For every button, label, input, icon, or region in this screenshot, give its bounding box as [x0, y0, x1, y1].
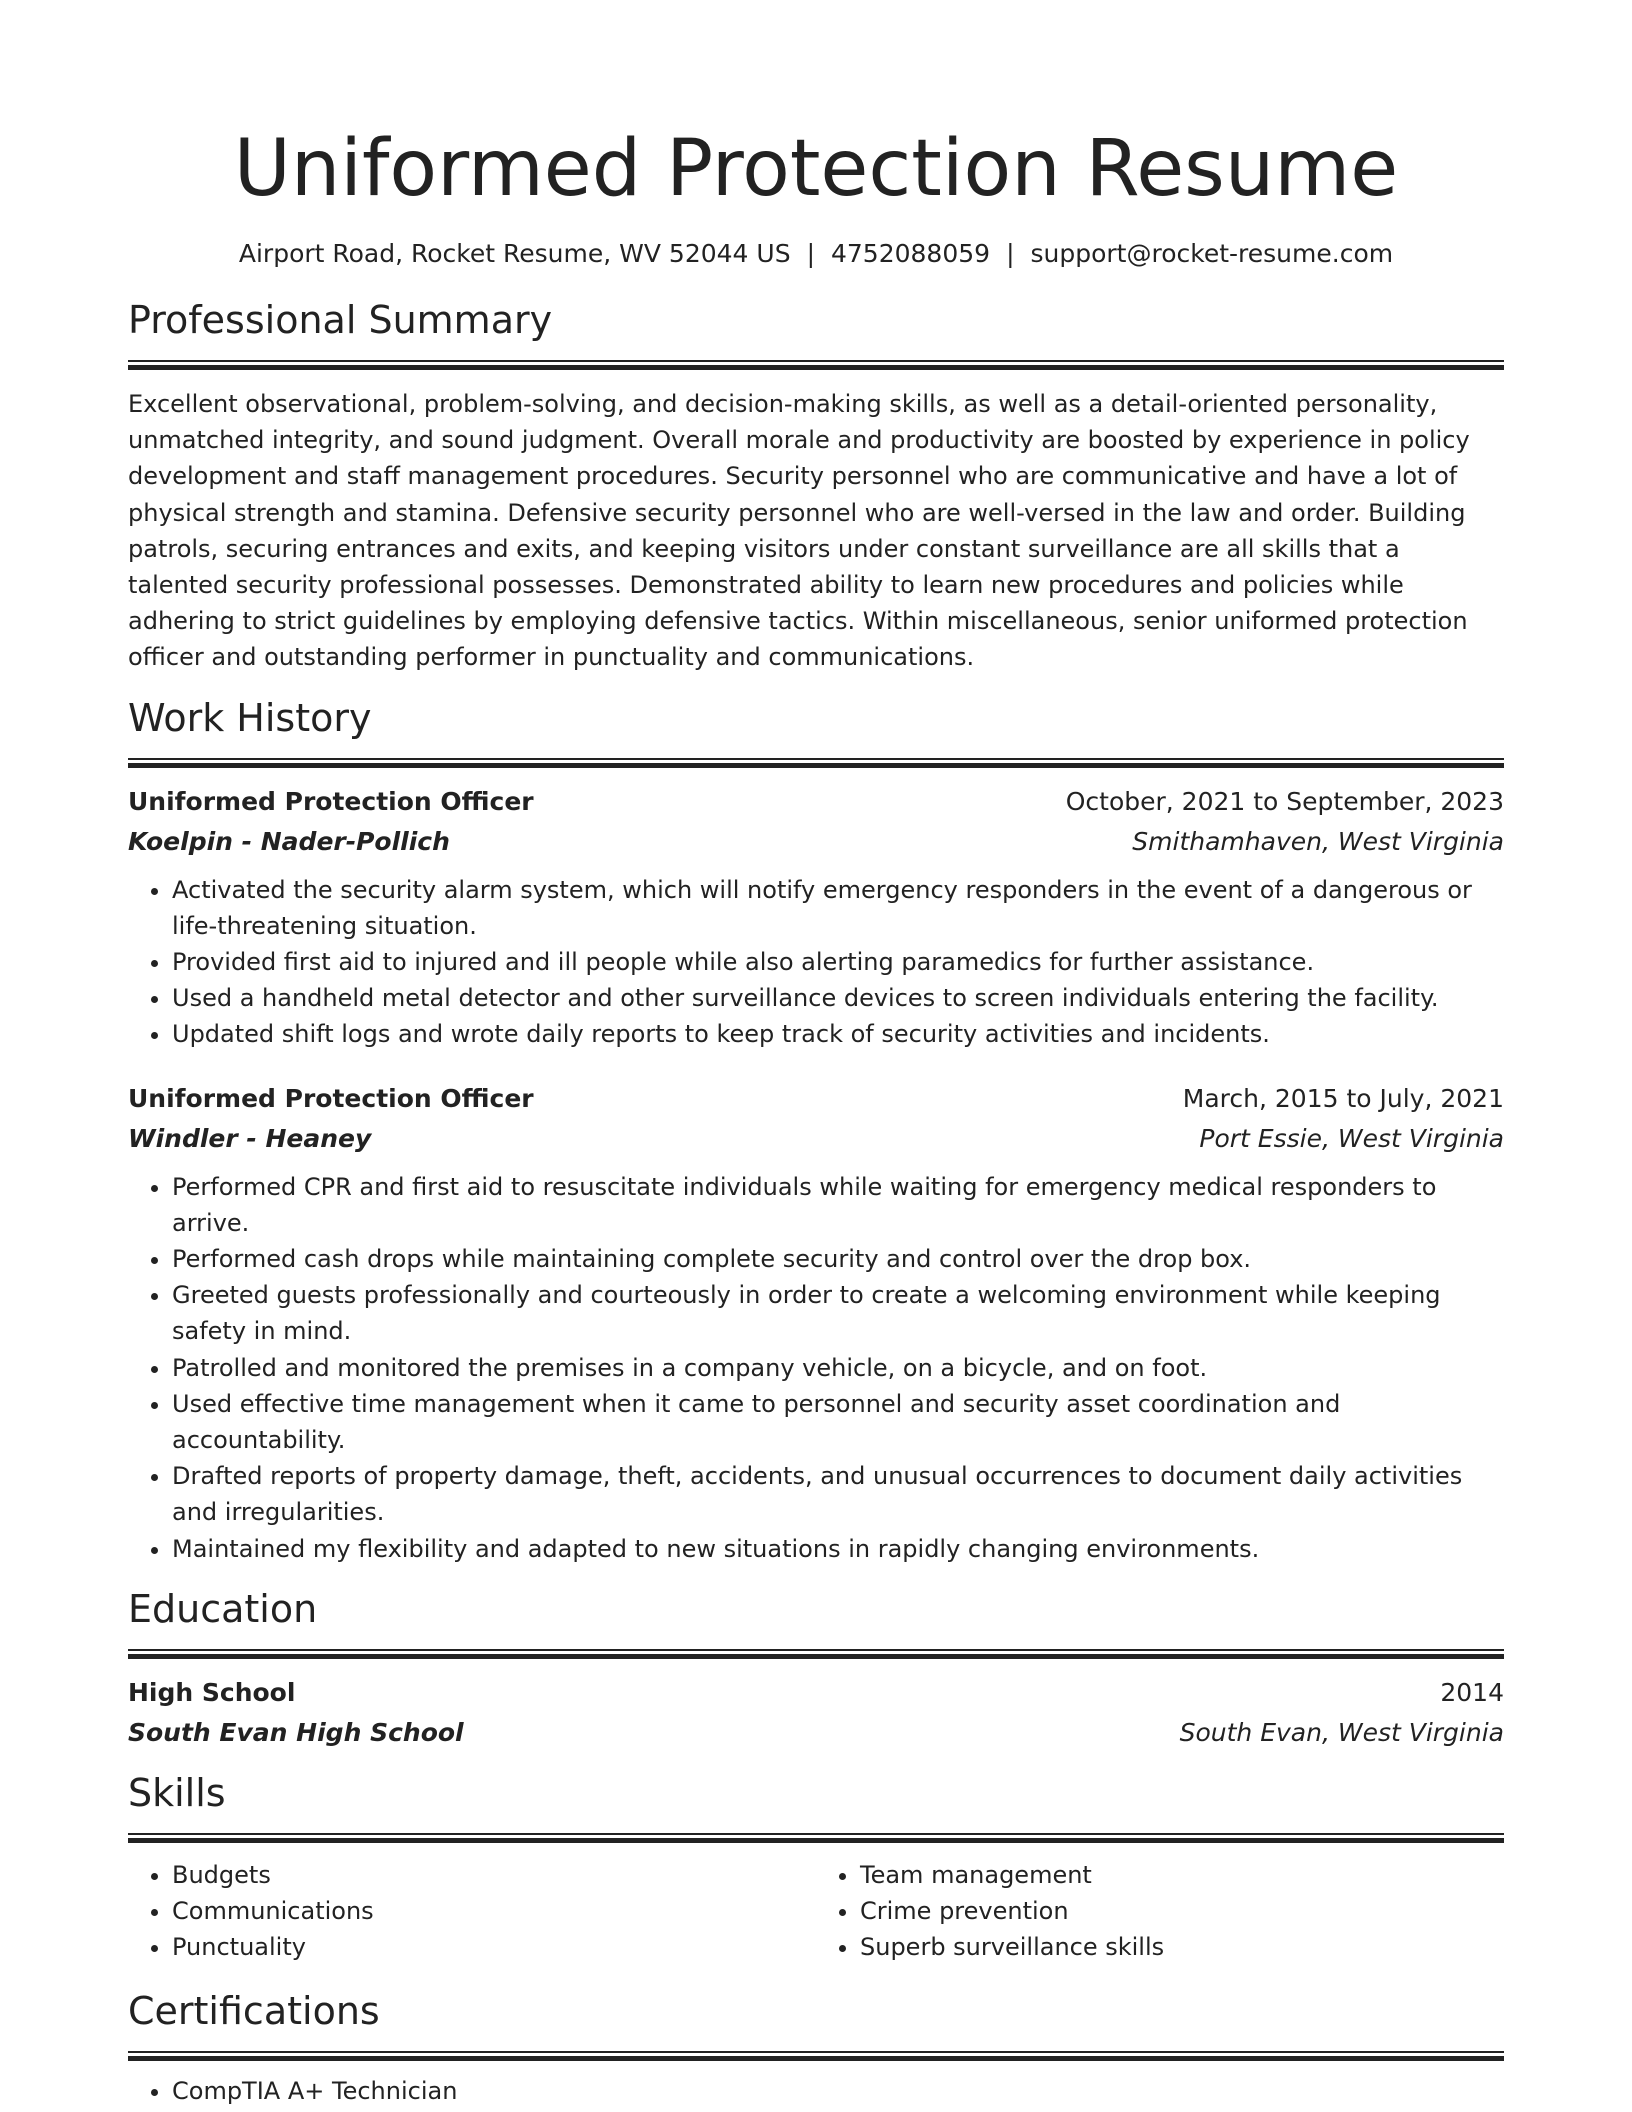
job-company-row [128, 822, 1504, 862]
list-item: • Greeted guests professionally and courteously in order to create a welcoming environment while keeping safety in mind. [172, 1277, 1504, 1349]
skills-columns [128, 1857, 1504, 1966]
education-section [128, 1585, 1504, 1753]
section-heading-certifications: Certifications [128, 1989, 380, 2034]
section-divider [128, 758, 1504, 768]
education-entry [128, 1673, 1504, 1753]
list-item: • Used a handheld metal detector and other surveillance devices to screen individuals entering the facility. [172, 980, 1504, 1016]
section-divider [128, 1649, 1504, 1659]
certifications-list [128, 2073, 1504, 2109]
work-history-section [128, 694, 1504, 1567]
job-dates: March, 2015 to July, 2021 [1182, 1083, 1504, 1113]
list-item: • Budgets [172, 1857, 816, 1893]
list-item: • CompTIA A+ Technician [172, 2073, 1504, 2109]
list-item: • Maintained my flexibility and adapted to new situations in rapidly changing environments. [172, 1531, 1504, 1567]
list-item: • Superb surveillance skills [860, 1929, 1504, 1965]
list-item: • Communications [172, 1893, 816, 1929]
contact-separator: | [1006, 239, 1015, 268]
job-entry [128, 1079, 1504, 1567]
section-divider [128, 360, 1504, 370]
section-heading-skills: Skills [128, 1770, 226, 1815]
list-item: • Performed cash drops while maintaining complete security and control over the drop box. [172, 1241, 1504, 1277]
contact-email: support@rocket-resume.com [1030, 239, 1394, 268]
job-company: Koelpin - Nader-Pollich [128, 826, 450, 856]
education-school: South Evan High School [128, 1717, 464, 1747]
job-bullets [128, 1169, 1504, 1567]
list-item: • Provided first aid to injured and ill people while also alerting paramedics for further assistance. [172, 944, 1504, 980]
job-title: Uniformed Protection Officer [128, 786, 534, 816]
certifications-section [128, 1987, 1504, 2109]
list-item: • Patrolled and monitored the premises in a company vehicle, on a bicycle, and on foot. [172, 1350, 1504, 1386]
job-dates: October, 2021 to September, 2023 [1065, 786, 1504, 816]
education-location: South Evan, West Virginia [1179, 1717, 1504, 1747]
job-header-row [128, 782, 1504, 822]
education-year: 2014 [1440, 1677, 1504, 1707]
job-location: Smithamhaven, West Virginia [1132, 826, 1504, 856]
education-header-row [128, 1673, 1504, 1713]
contact-phone: 4752088059 [831, 239, 991, 268]
section-divider [128, 2051, 1504, 2061]
summary-section [128, 296, 1504, 676]
job-title: Uniformed Protection Officer [128, 1083, 534, 1113]
list-item: • Used effective time management when it came to personnel and security asset coordination and accountability. [172, 1386, 1504, 1458]
job-company-row [128, 1119, 1504, 1159]
list-item: • Team management [860, 1857, 1504, 1893]
skills-list-right [816, 1857, 1504, 1966]
section-heading-work-history: Work History [128, 695, 372, 740]
list-item: • Punctuality [172, 1929, 816, 1965]
section-heading-education: Education [128, 1586, 318, 1631]
job-company: Windler - Heaney [128, 1123, 372, 1153]
job-location: Port Essie, West Virginia [1199, 1123, 1504, 1153]
skills-list-left [128, 1857, 816, 1966]
list-item: • Drafted reports of property damage, theft, accidents, and unusual occurrences to document daily activities and irregularities. [172, 1458, 1504, 1530]
list-item: • Updated shift logs and wrote daily reports to keep track of security activities and incidents. [172, 1016, 1504, 1052]
section-heading-summary: Professional Summary [128, 298, 553, 342]
contact-line [128, 238, 1504, 270]
skills-section [128, 1769, 1504, 1966]
section-divider [128, 1833, 1504, 1843]
resume-title: Uniformed Protection Resume [233, 124, 1399, 214]
list-item: • Activated the security alarm system, which will notify emergency responders in the event of a dangerous or life-threatening situation. [172, 872, 1504, 944]
education-school-row [128, 1713, 1504, 1753]
job-entry [128, 782, 1504, 1053]
contact-separator: | [806, 239, 815, 268]
list-item: • Performed CPR and first aid to resuscitate individuals while waiting for emergency medical responders to arrive. [172, 1169, 1504, 1241]
education-degree: High School [128, 1677, 296, 1707]
job-header-row [128, 1079, 1504, 1119]
resume-page [128, 0, 1504, 2110]
list-item: • Crime prevention [860, 1893, 1504, 1929]
contact-address: Airport Road, Rocket Resume, WV 52044 US [238, 239, 791, 268]
summary-text: Excellent observational, problem-solving, and decision-making skills, as well as a detail-oriented personality, unmatched integrity, and sound judgment. Overall morale and productivity are boosted by experience in policy development and staff management procedures. Security personnel who are communicative and have a lot of physical strength and stamina. Defensive security personnel who are well-versed in the law and order. Building patrols, securing entrances and exits, and keeping visitors under constant surveillance are all skills that a talented security professional possesses. Demonstrated ability to learn new procedures and policies while adhering to strict guidelines by employing defensive tactics. Within miscellaneous, senior uniformed protection officer and outstanding performer in punctuality and communications. [128, 390, 1470, 672]
job-bullets [128, 872, 1504, 1053]
